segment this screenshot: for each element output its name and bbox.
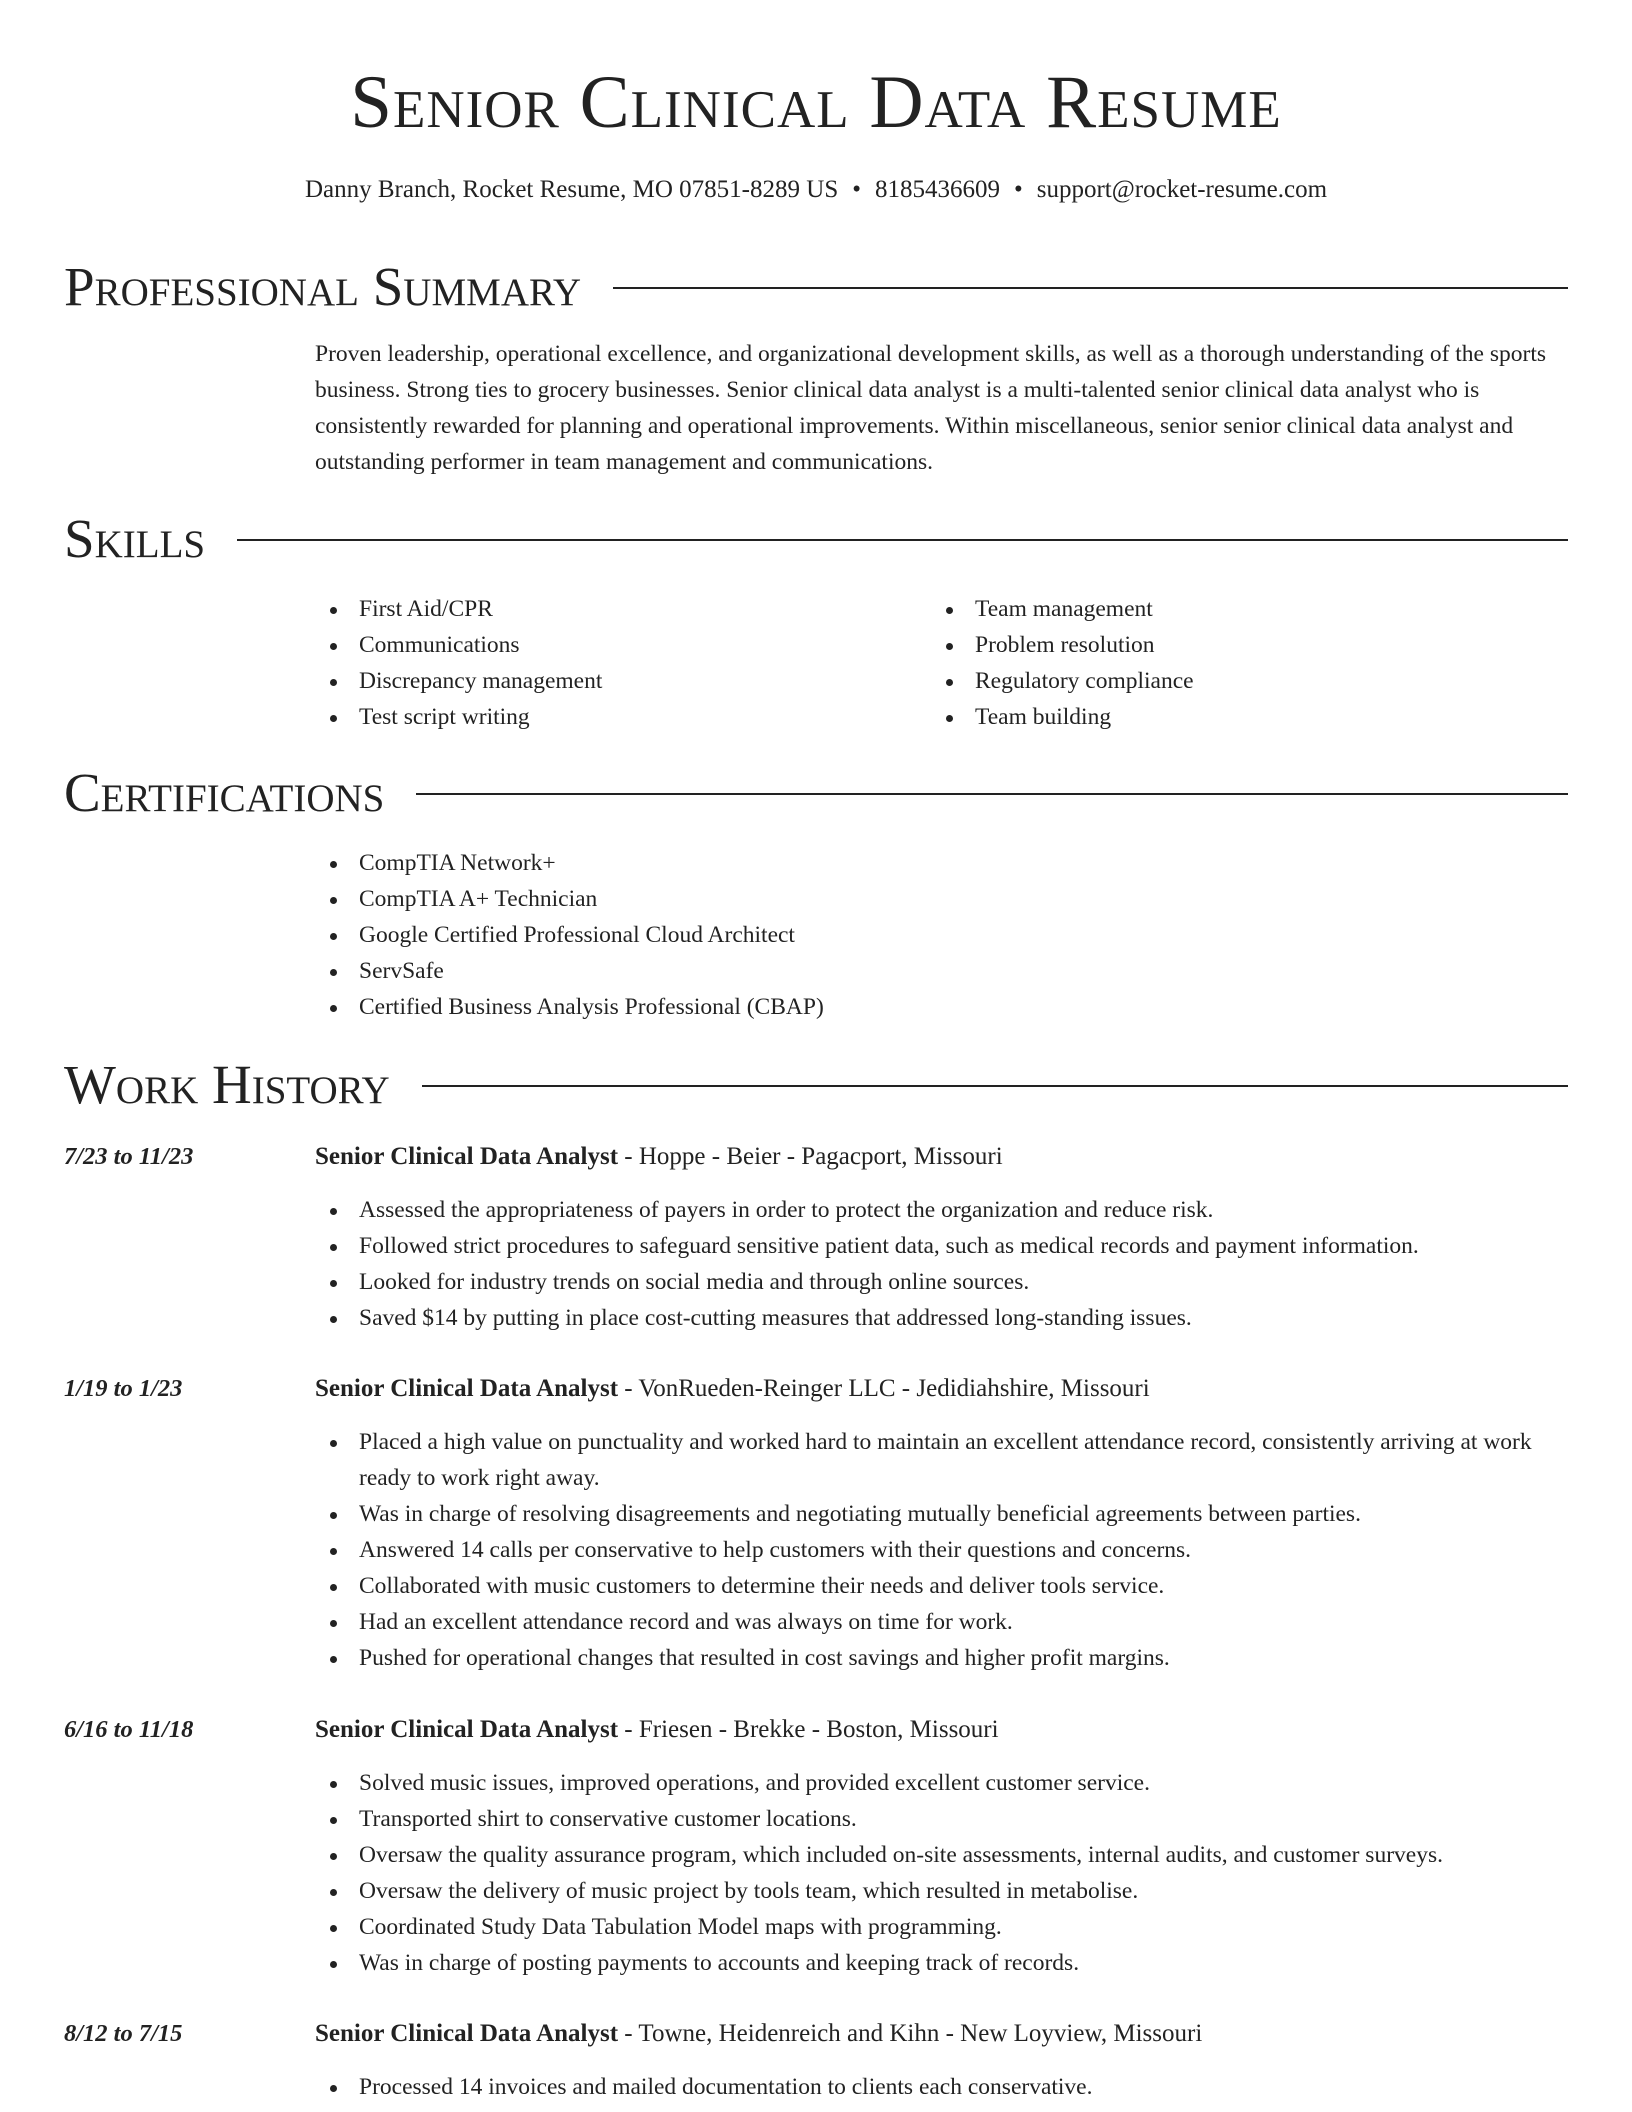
job-dates: 7/23 to 11/23 — [64, 1143, 194, 1170]
skills-list — [931, 591, 1491, 735]
job-duties — [315, 1424, 1568, 1676]
job-dates: 8/12 to 7/15 — [64, 2020, 183, 2047]
duty-item: Pushed for operational changes that resulted in cost savings and higher profit margins. — [315, 1640, 1568, 1676]
section-divider — [613, 287, 1568, 289]
duty-item: Placed a high value on punctuality and worked hard to maintain an excellent attendance record, consistently arriving at work ready to work right away. — [315, 1424, 1568, 1496]
section-title: Professional Summary — [64, 256, 582, 317]
skill-item: Team building — [931, 699, 1491, 735]
job-role: Senior Clinical Data Analyst — [315, 1716, 619, 1743]
job-role: Senior Clinical Data Analyst — [315, 1143, 619, 1170]
certification-item: CompTIA A+ Technician — [315, 881, 1415, 917]
contact-separator: • — [1013, 176, 1023, 203]
contact-line — [0, 172, 1632, 208]
duties-list — [315, 1424, 1568, 1676]
summary-text: Proven leadership, operational excellence, and organizational development skills, as well as a thorough understanding of the sports business. Strong ties to grocery businesses. Senior clinical data analyst is a multi-talented senior clinical data analyst who is consistently rewarded for planning and operational improvements. Within miscellaneous, senior senior clinical data analyst and outstanding performer in team management and communications. — [315, 341, 1547, 475]
certification-item: Certified Business Analysis Professional (CBAP) — [315, 989, 1415, 1025]
job-headline — [315, 1371, 1150, 1407]
skills-list — [315, 591, 875, 735]
duty-item: Oversaw the quality assurance program, which included on-site assessments, internal audits, and customer surveys. — [315, 1837, 1568, 1873]
job-duties — [315, 1192, 1568, 1336]
certification-item: CompTIA Network+ — [315, 845, 1415, 881]
certification-item: ServSafe — [315, 953, 1415, 989]
contact-email[interactable]: support@rocket-resume.com — [1036, 176, 1328, 203]
section-divider — [237, 539, 1568, 541]
skill-item: Test script writing — [315, 699, 875, 735]
duties-list — [315, 1765, 1568, 1981]
resume-title: Senior Clinical Data Resume — [350, 61, 1282, 144]
job-duties — [315, 1765, 1568, 1981]
contact-address: Danny Branch, Rocket Resume, MO 07851-8289 US — [304, 176, 839, 203]
job-headline — [315, 1139, 1003, 1175]
job-role: Senior Clinical Data Analyst — [315, 2020, 619, 2047]
skill-item: First Aid/CPR — [315, 591, 875, 627]
section-title: Certifications — [64, 762, 385, 823]
section-divider — [416, 793, 1568, 795]
skill-item: Communications — [315, 627, 875, 663]
job-headline — [315, 1712, 999, 1748]
job-company: - VonRueden-Reinger LLC - Jedidiahshire, Missouri — [618, 1375, 1150, 1402]
section-heading-summary — [64, 254, 1568, 320]
duty-item: Solved music issues, improved operations, and provided excellent customer service. — [315, 1765, 1568, 1801]
job-dates: 1/19 to 1/23 — [64, 1375, 183, 1402]
duties-list — [315, 2069, 1568, 2105]
skills-column-left — [315, 591, 875, 735]
contact-separator: • — [852, 176, 861, 203]
job-dates: 6/16 to 11/18 — [64, 1716, 194, 1743]
job-duties — [315, 2069, 1568, 2105]
duty-item: Processed 14 invoices and mailed documentation to clients each conservative. — [315, 2069, 1568, 2105]
duty-item: Oversaw the delivery of music project by tools team, which resulted in metabolise. — [315, 1873, 1568, 1909]
duty-item: Had an excellent attendance record and was always on time for work. — [315, 1604, 1568, 1640]
job-company: - Towne, Heidenreich and Kihn - New Loyview, Missouri — [618, 2020, 1203, 2047]
skill-item: Problem resolution — [931, 627, 1491, 663]
contact-phone: 8185436609 — [874, 176, 1000, 203]
duty-item: Saved $14 by putting in place cost-cutting measures that addressed long-standing issues. — [315, 1300, 1568, 1336]
duty-item: Collaborated with music customers to determine their needs and deliver tools service. — [315, 1568, 1568, 1604]
section-title: Skills — [64, 508, 206, 569]
job-role: Senior Clinical Data Analyst — [315, 1375, 619, 1402]
section-title: Work History — [64, 1054, 390, 1115]
skill-item: Regulatory compliance — [931, 663, 1491, 699]
duties-list — [315, 1192, 1568, 1336]
duty-item: Coordinated Study Data Tabulation Model maps with programming. — [315, 1909, 1568, 1945]
duty-item: Looked for industry trends on social media and through online sources. — [315, 1264, 1568, 1300]
duty-item: Was in charge of resolving disagreements and negotiating mutually beneficial agreements between parties. — [315, 1496, 1568, 1532]
section-heading-work-history — [64, 1052, 1568, 1118]
certifications-list — [315, 845, 1415, 1025]
section-heading-certifications — [64, 760, 1568, 826]
duty-item: Was in charge of posting payments to accounts and keeping track of records. — [315, 1945, 1568, 1981]
certifications-block — [315, 845, 1415, 1025]
skill-item: Team management — [931, 591, 1491, 627]
section-divider — [422, 1085, 1568, 1087]
certification-item: Google Certified Professional Cloud Architect — [315, 917, 1415, 953]
duty-item: Answered 14 calls per conservative to help customers with their questions and concerns. — [315, 1532, 1568, 1568]
duty-item: Assessed the appropriateness of payers in order to protect the organization and reduce risk. — [315, 1192, 1568, 1228]
skills-column-right — [931, 591, 1491, 735]
duty-item: Followed strict procedures to safeguard sensitive patient data, such as medical records and payment information. — [315, 1228, 1568, 1264]
job-company: - Hoppe - Beier - Pagacport, Missouri — [618, 1143, 1003, 1170]
job-headline — [315, 2016, 1202, 2052]
duty-item: Transported shirt to conservative customer locations. — [315, 1801, 1568, 1837]
job-company: - Friesen - Brekke - Boston, Missouri — [618, 1716, 999, 1743]
skill-item: Discrepancy management — [315, 663, 875, 699]
section-heading-skills — [64, 506, 1568, 572]
